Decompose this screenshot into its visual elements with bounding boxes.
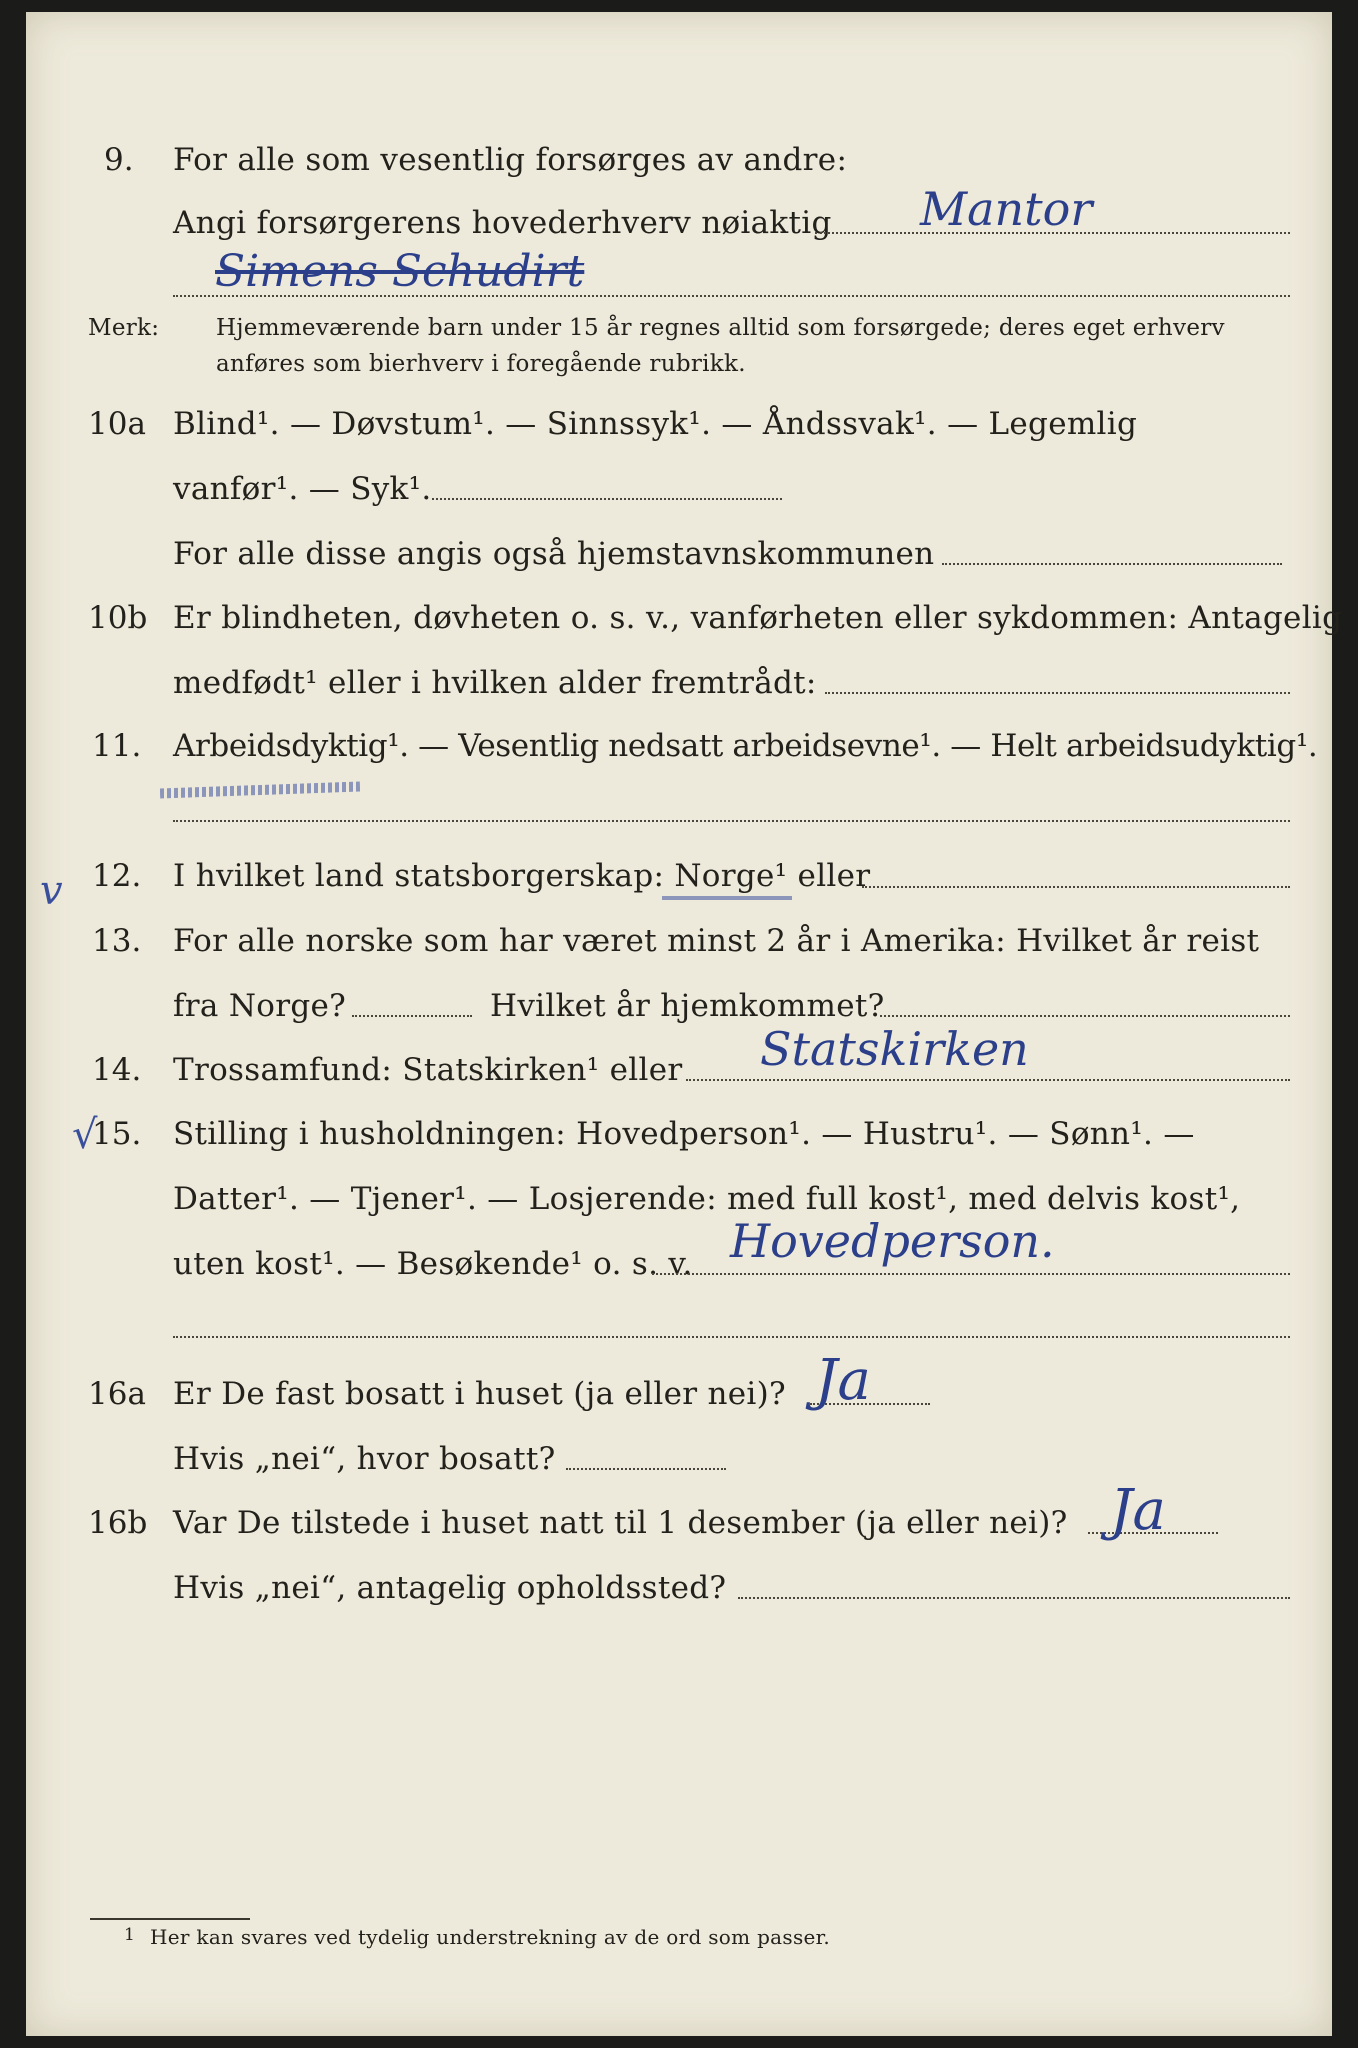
q16a-answer-line2 — [566, 1468, 726, 1470]
q13-line1: For alle norske som har været minst 2 år i Amerika: Hvilket år reist — [173, 923, 1260, 959]
q15-handwritten-answer: Hovedperson. — [730, 1214, 1055, 1268]
q15-margin-check-mark: √ — [72, 1112, 98, 1158]
footnote-text: Her kan svares ved tydelig understrekning av de ord som passer. — [150, 1925, 830, 1949]
q15-answer-line2 — [173, 1336, 1290, 1338]
q9-line1: For alle som vesentlig forsørges av andre: — [173, 142, 848, 178]
q10a-number: 10a — [88, 406, 146, 442]
q12-answer-line — [862, 886, 1290, 888]
q16b-line1: Var De tilstede i huset natt til 1 desember (ja eller nei)? — [173, 1505, 1068, 1541]
footnote-marker: 1 — [124, 1925, 136, 1945]
q12-number: 12. — [92, 858, 142, 894]
q16b-number: 16b — [88, 1505, 148, 1541]
q15-number: 15. — [92, 1116, 142, 1152]
q11-answer-line — [173, 820, 1290, 822]
q10a-line1: Blind¹. — Døvstum¹. — Sinnssyk¹. — Åndssvak¹. — Legemlig — [173, 406, 1138, 442]
q12-margin-check-mark: v — [40, 868, 63, 914]
q15-line3: uten kost¹. — Besøkende¹ o. s. v. — [173, 1246, 693, 1282]
q10a-answer-line — [432, 498, 782, 500]
q12-line1: I hvilket land statsborgerskap: Norge¹ eller — [173, 858, 871, 894]
q14-number: 14. — [92, 1052, 142, 1088]
q10b-number: 10b — [88, 600, 148, 636]
q9-number: 9. — [104, 142, 134, 178]
q11-line1: Arbeidsdyktig¹. — Vesentlig nedsatt arbeidsevne¹. — Helt arbeidsudyktig¹. — [173, 728, 1318, 764]
q9-line2: Angi forsørgerens hovederhverv nøiaktig — [173, 205, 832, 241]
merk-label: Merk: — [88, 315, 160, 341]
merk-line1: Hjemmeværende barn under 15 år regnes alltid som forsørgede; deres eget erhverv — [216, 315, 1225, 341]
q13-year-left-line — [352, 1015, 472, 1017]
q14-line1: Trossamfund: Statskirken¹ eller — [173, 1052, 683, 1088]
q16b-answer-line2 — [738, 1597, 1290, 1599]
q15-answer-line — [652, 1273, 1290, 1275]
q13-year-returned-line — [880, 1015, 1290, 1017]
q16b-line2: Hvis „nei“, antagelig opholdssted? — [173, 1570, 727, 1606]
q10a-line2: vanfør¹. — Syk¹. — [173, 471, 432, 507]
q15-line1: Stilling i husholdningen: Hovedperson¹. — Hustru¹. — Sønn¹. — — [173, 1116, 1195, 1152]
q9-handwritten-answer2: Simens Schudirt — [215, 246, 585, 297]
q10a-answer-line2 — [942, 563, 1282, 565]
q10a-line3: For alle disse angis også hjemstavnskommunen — [173, 536, 935, 572]
q10b-answer-line — [825, 692, 1290, 694]
q13-line2a: fra Norge? — [173, 988, 347, 1024]
footnote-rule — [90, 1918, 250, 1920]
q9-handwritten-answer1: Mantor — [920, 182, 1093, 236]
q12-underline-mark — [662, 896, 792, 900]
q13-line2b: Hvilket år hjemkommet? — [490, 988, 885, 1024]
q16a-handwritten-answer: Ja — [815, 1348, 871, 1413]
q16a-line1: Er De fast bosatt i huset (ja eller nei)? — [173, 1376, 786, 1412]
q10b-line2: medfødt¹ eller i hvilken alder fremtrådt: — [173, 665, 817, 701]
q10b-line1: Er blindheten, døvheten o. s. v., vanførheten eller sykdommen: Antagelig — [173, 600, 1343, 636]
q9-answer-line2 — [173, 295, 1290, 297]
q16b-handwritten-answer: Ja — [1110, 1478, 1166, 1543]
q14-handwritten-answer: Statskirken — [760, 1022, 1029, 1076]
q11-number: 11. — [92, 728, 142, 764]
q16a-line2: Hvis „nei“, hvor bosatt? — [173, 1441, 556, 1477]
q15-line2: Datter¹. — Tjener¹. — Losjerende: med full kost¹, med delvis kost¹, — [173, 1181, 1241, 1217]
q14-answer-line — [686, 1079, 1290, 1081]
merk-line2: anføres som bierhverv i foregående rubrikk. — [216, 351, 746, 377]
q16a-number: 16a — [88, 1376, 146, 1412]
q13-number: 13. — [92, 923, 142, 959]
